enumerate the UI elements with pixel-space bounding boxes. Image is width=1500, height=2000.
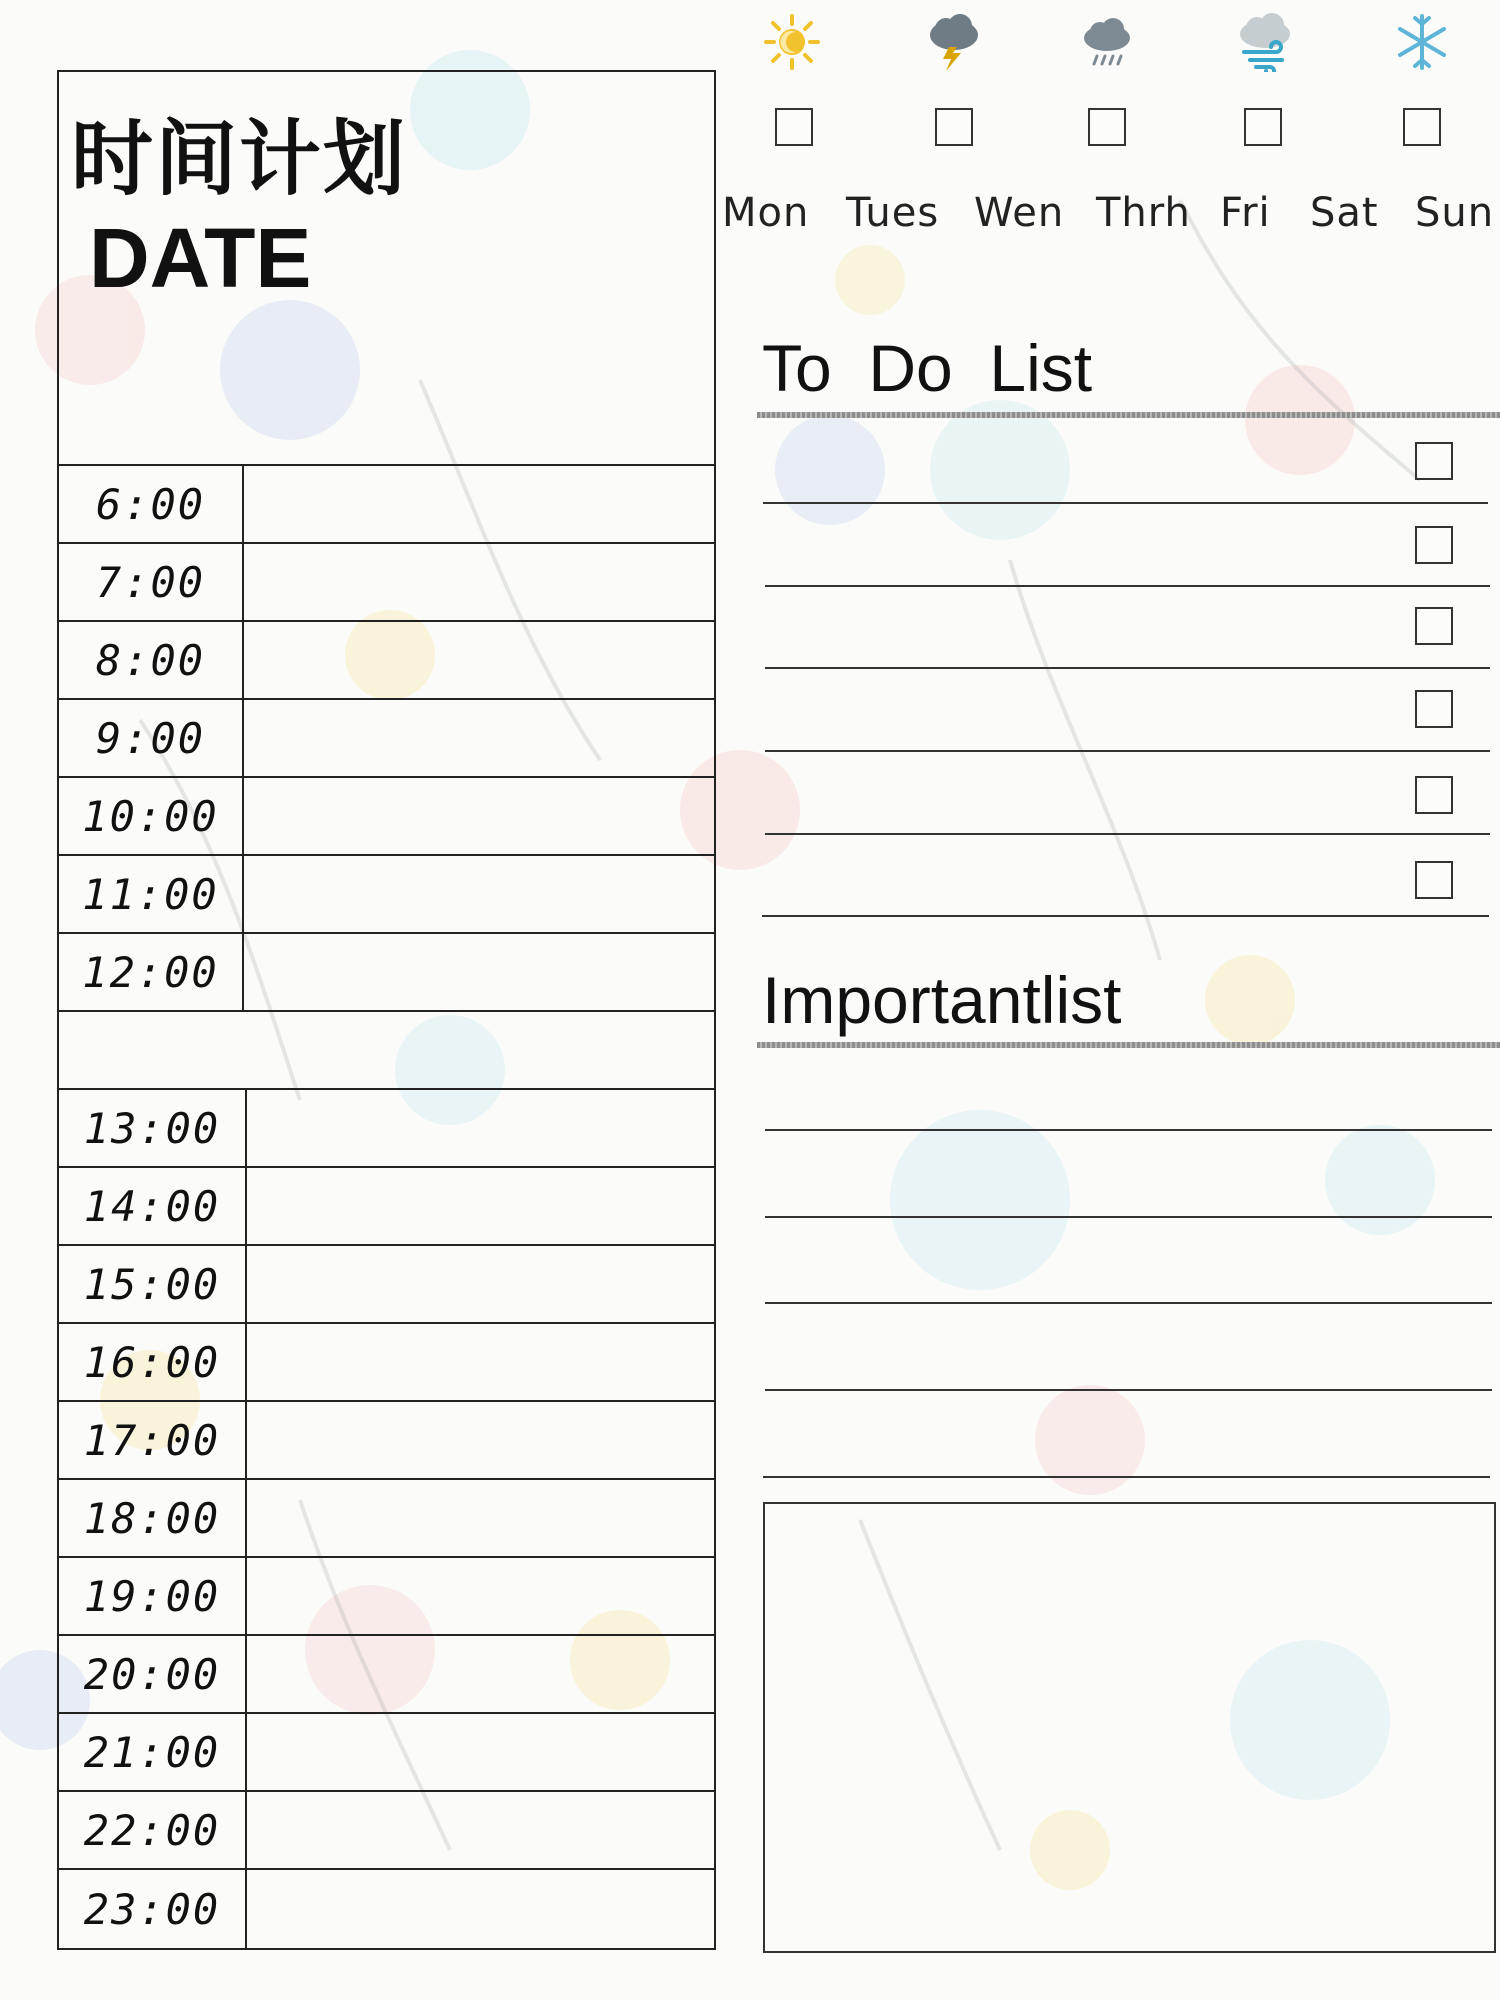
day-label-mon: Mon: [722, 190, 810, 236]
todo-checkbox[interactable]: [1415, 690, 1453, 728]
time-label: 7:00: [59, 544, 244, 620]
todo-line[interactable]: [765, 585, 1490, 587]
time-label: 11:00: [59, 856, 244, 932]
important-title: Importantlist: [762, 963, 1122, 1037]
day-checkbox[interactable]: [1403, 108, 1441, 146]
time-label: 9:00: [59, 700, 244, 776]
rain-icon: [1075, 10, 1139, 74]
day-label-thrh: Thrh: [1096, 190, 1191, 236]
time-row[interactable]: [59, 542, 714, 620]
time-label: 16:00: [59, 1324, 247, 1400]
time-label: 10:00: [59, 778, 244, 854]
day-checkbox[interactable]: [1088, 108, 1126, 146]
page-title: 时间计划: [71, 112, 408, 207]
time-row[interactable]: [59, 1166, 714, 1244]
day-label-fri: Fri: [1220, 190, 1271, 236]
time-label: 17:00: [59, 1402, 247, 1478]
important-line[interactable]: [763, 1476, 1490, 1478]
important-line[interactable]: [765, 1302, 1492, 1304]
todo-checkbox[interactable]: [1415, 442, 1453, 480]
schedule-panel: [57, 70, 716, 1950]
time-row[interactable]: [59, 854, 714, 932]
time-label: 22:00: [59, 1792, 247, 1868]
important-line[interactable]: [765, 1129, 1492, 1131]
time-label: 13:00: [59, 1090, 247, 1166]
day-label-tues: Tues: [846, 190, 940, 236]
time-row[interactable]: [59, 932, 714, 1010]
time-row[interactable]: [59, 1400, 714, 1478]
notes-box[interactable]: [763, 1502, 1496, 1953]
thunderstorm-icon: [922, 10, 986, 74]
snow-icon: [1390, 10, 1454, 74]
time-label: 20:00: [59, 1636, 247, 1712]
time-label: 8:00: [59, 622, 244, 698]
time-row[interactable]: [59, 1322, 714, 1400]
time-label: 21:00: [59, 1714, 247, 1790]
todo-title: To Do List: [762, 331, 1093, 405]
time-row[interactable]: [59, 1868, 714, 1948]
day-label-wen: Wen: [974, 190, 1065, 236]
time-row[interactable]: [59, 1634, 714, 1712]
todo-checkbox[interactable]: [1415, 861, 1453, 899]
lunch-break-row[interactable]: [59, 1010, 714, 1088]
todo-line[interactable]: [762, 915, 1489, 917]
time-label: 15:00: [59, 1246, 247, 1322]
todo-checkbox[interactable]: [1415, 526, 1453, 564]
time-row[interactable]: [59, 1244, 714, 1322]
todo-line[interactable]: [765, 667, 1490, 669]
sun-icon: [760, 10, 824, 74]
important-title-rule: [757, 1042, 1500, 1048]
day-checkbox[interactable]: [935, 108, 973, 146]
important-line[interactable]: [765, 1389, 1492, 1391]
important-line[interactable]: [765, 1216, 1492, 1218]
date-label: DATE: [89, 211, 312, 305]
time-label: 19:00: [59, 1558, 247, 1634]
todo-line[interactable]: [765, 833, 1490, 835]
time-row[interactable]: [59, 1712, 714, 1790]
day-label-sat: Sat: [1310, 190, 1379, 236]
time-row[interactable]: [59, 698, 714, 776]
time-row[interactable]: [59, 1088, 714, 1166]
todo-line[interactable]: [765, 750, 1490, 752]
time-row[interactable]: [59, 1790, 714, 1868]
time-row[interactable]: [59, 1478, 714, 1556]
time-label: 18:00: [59, 1480, 247, 1556]
todo-line[interactable]: [763, 502, 1488, 504]
time-row[interactable]: [59, 776, 714, 854]
todo-title-rule: [757, 412, 1500, 418]
time-label: 23:00: [59, 1870, 247, 1948]
time-row[interactable]: [59, 464, 714, 542]
time-row[interactable]: [59, 1556, 714, 1634]
time-label: 6:00: [59, 466, 244, 542]
todo-checkbox[interactable]: [1415, 776, 1453, 814]
wind-icon: [1230, 10, 1300, 74]
day-checkbox[interactable]: [1244, 108, 1282, 146]
day-checkbox[interactable]: [775, 108, 813, 146]
time-row[interactable]: [59, 620, 714, 698]
time-label: 14:00: [59, 1168, 247, 1244]
time-label: 12:00: [59, 934, 244, 1010]
todo-checkbox[interactable]: [1415, 607, 1453, 645]
day-label-sun: Sun: [1415, 190, 1495, 236]
